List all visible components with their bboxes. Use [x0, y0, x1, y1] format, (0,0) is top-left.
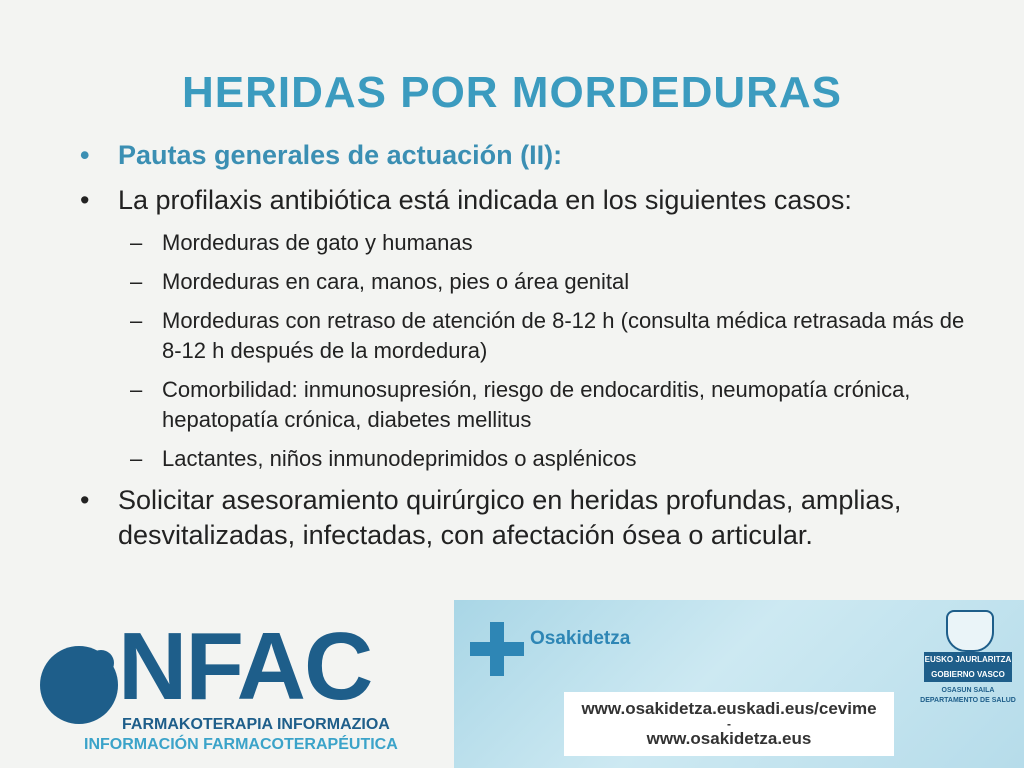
sub-bullet-dash: – [130, 446, 143, 471]
sub-bullet [80, 306, 980, 366]
bullet-dot: • [80, 485, 90, 515]
sub-bullet-text: Lactantes, niños inmunodeprimidos o asplénicos [162, 446, 637, 471]
bullet-text: Solicitar asesoramiento quirúrgico en heridas profundas, amplias, desvitalizadas, infectadas, con afectación ósea o articular. [118, 485, 902, 550]
infac-i-dot [88, 650, 114, 676]
sub-bullet-text: Mordeduras de gato y humanas [162, 230, 473, 255]
bullet-profilaxis [80, 183, 980, 218]
url-cevime-link[interactable]: www.osakidetza.euskadi.eus/cevime [581, 699, 877, 718]
infac-logo [40, 612, 440, 768]
url-separator: - [727, 717, 731, 731]
osakidetza-banner [454, 600, 1024, 768]
infac-subtitle-eu: FARMAKOTERAPIA INFORMAZIOA [122, 716, 390, 733]
gobierno-vasco-label: EUSKO JAURLARITZA GOBIERNO VASCO [924, 652, 1012, 682]
sub-bullet [80, 375, 980, 435]
bullet-asesoramiento [80, 483, 980, 553]
sub-bullet-text: Mordeduras en cara, manos, pies o área genital [162, 269, 630, 294]
gobierno-vasco-logo [920, 608, 1016, 724]
bullet-dot: • [80, 140, 90, 170]
sub-bullet [80, 228, 980, 258]
sub-bullet-dash: – [130, 308, 143, 333]
url-box [564, 692, 894, 756]
sub-bullet-dash: – [130, 377, 143, 402]
sub-bullet [80, 444, 980, 474]
slide-title: HERIDAS POR MORDEDURAS [181, 68, 843, 117]
osakidetza-cross-icon [470, 622, 524, 676]
url-osakidetza-link[interactable]: www.osakidetza.eus [646, 729, 812, 748]
bullet-text: Pautas generales de actuación (II): [118, 140, 563, 170]
bullet-dot: • [80, 185, 90, 215]
sub-bullet-text: Comorbilidad: inmunosupresión, riesgo de endocarditis, neumopatía crónica, hepatopatía crónica, diabetes mellitus [162, 377, 911, 432]
osakidetza-name: Osakidetza [530, 628, 631, 649]
sub-bullet-dash: – [130, 269, 143, 294]
sub-bullet [80, 267, 980, 297]
sub-bullet-dash: – [130, 230, 143, 255]
bullet-text: La profilaxis antibiótica está indicada en los siguientes casos: [118, 185, 852, 215]
department-label: OSASUN SAILA DEPARTAMENTO DE SALUD [920, 687, 1016, 704]
infac-i-icon [40, 646, 118, 724]
infac-wordmark: NFAC [118, 613, 372, 720]
sub-bullet-text: Mordeduras con retraso de atención de 8-12 h (consulta médica retrasada más de 8-12 h después de la mordedura) [162, 308, 965, 363]
bullet-pautas [80, 138, 980, 173]
slide-content [80, 138, 980, 563]
coat-of-arms-icon [946, 610, 994, 652]
infac-subtitle-es: INFORMACIÓN FARMACOTERAPÉUTICA [84, 736, 398, 753]
